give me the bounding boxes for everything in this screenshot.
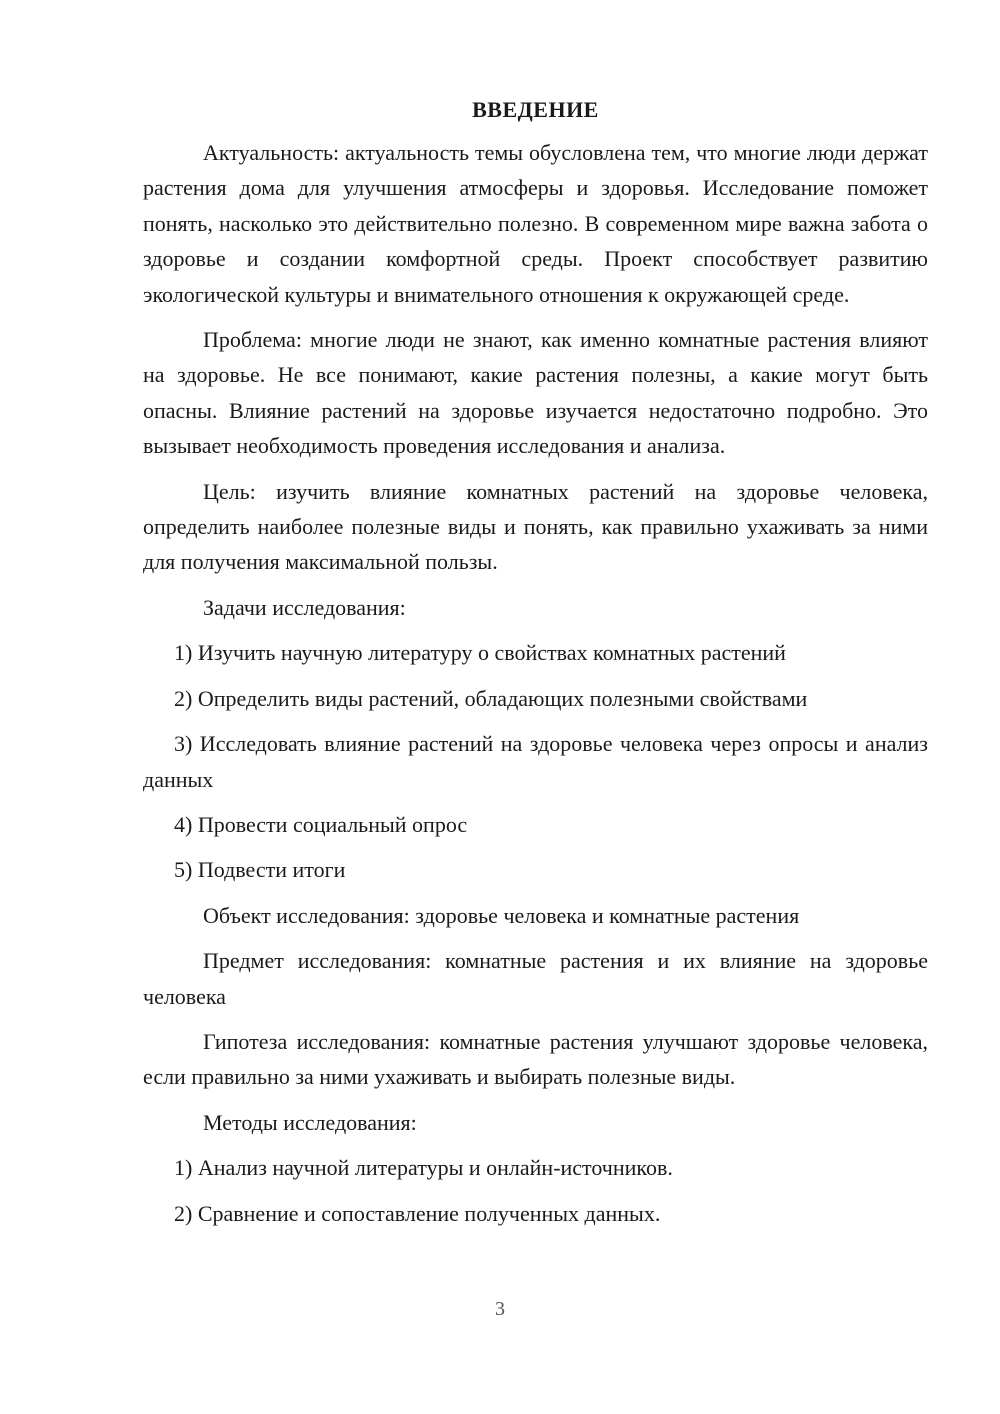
task-item-2: 2) Определить виды растений, обладающих полезными свойствами <box>174 685 808 711</box>
tasks-title: Задачи исследования: <box>203 594 406 620</box>
subject-paragraph: Предмет исследования: комнатные растения и их влияние на здоровье человека <box>143 948 928 1009</box>
method-item-2: 2) Сравнение и сопоставление полученных данных. <box>174 1200 661 1226</box>
method-item-1: 1) Анализ научной литературы и онлайн-источников. <box>174 1155 673 1181</box>
goal-paragraph: Цель: изучить влияние комнатных растений на здоровье человека, определить наиболее полезные виды и понять, как правильно ухаживать за ними для получения максимальной пользы. <box>143 478 928 575</box>
section-heading: ВВЕДЕНИЕ <box>472 97 599 122</box>
hypothesis-paragraph: Гипотеза исследования: комнатные растения улучшают здоровье человека, если правильно за ними ухаживать и выбирать полезные виды. <box>143 1028 928 1090</box>
task-item-5: 5) Подвести итоги <box>174 857 346 883</box>
task-item-3: 3) Исследовать влияние растений на здоровье человека через опросы и анализ данных <box>143 731 928 792</box>
problem-paragraph: Проблема: многие люди не знают, как именно комнатные растения влияют на здоровье. Не все понимают, какие растения полезны, а какие могут быть опасны. Влияние растений на здоровье изучается недостаточно подробно. Это вызывает необходимость проведения исследования и анализа. <box>143 327 928 459</box>
task-item-4: 4) Провести социальный опрос <box>174 811 468 837</box>
relevance-paragraph: Актуальность: актуальность темы обусловлена тем, что многие люди держат растения дома для улучшения атмосферы и здоровья. Исследование поможет понять, насколько это действительно полезно. В современном мире важна забота о здоровье и создании комфортной среды. Проект способствует развитию экологической культуры и внимательного отношения к окружающей среде. <box>143 140 928 307</box>
page-number: 3 <box>495 1298 505 1320</box>
document-page <box>143 95 928 1241</box>
object-paragraph: Объект исследования: здоровье человека и комнатные растения <box>203 902 800 928</box>
methods-title: Методы исследования: <box>203 1109 417 1135</box>
task-item-1: 1) Изучить научную литературу о свойствах комнатных растений <box>174 640 786 666</box>
